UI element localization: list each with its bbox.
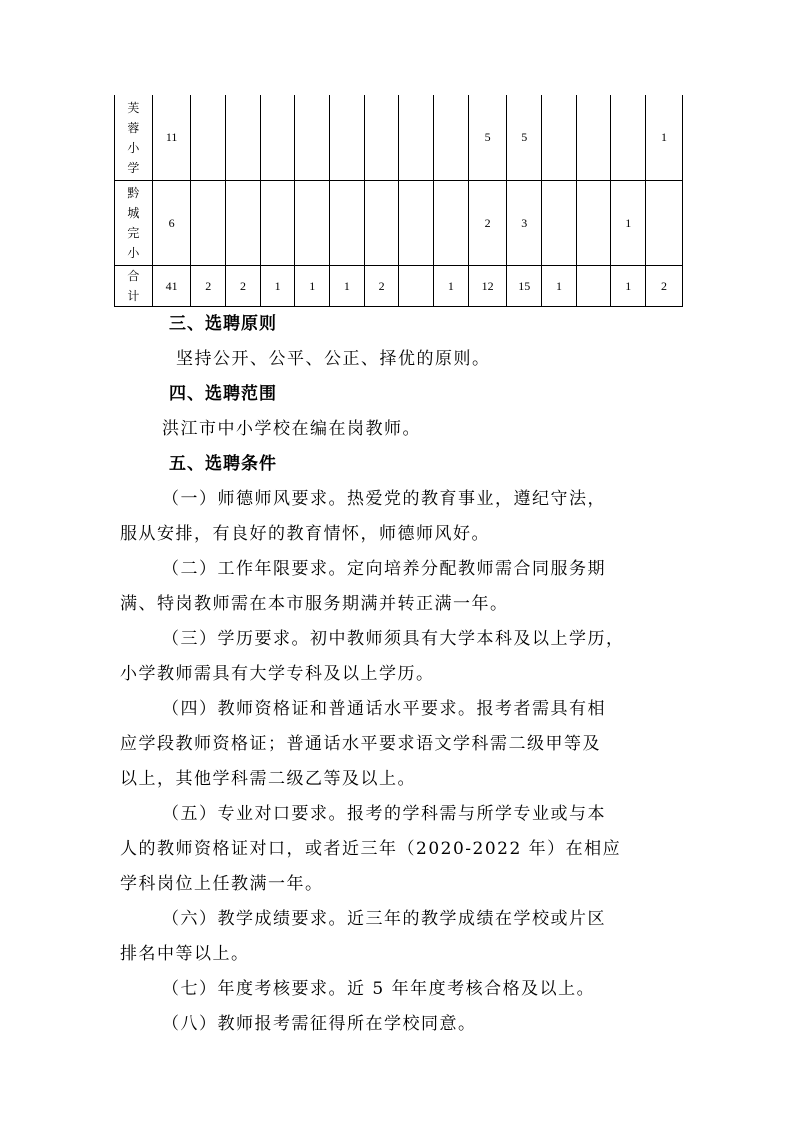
condition-7-line-1: （七）年度考核要求。近 5 年年度考核合格及以上。 xyxy=(162,979,596,999)
quota-cell: 2 xyxy=(646,266,683,307)
quota-cell: 2 xyxy=(226,266,261,307)
quota-cell: 1 xyxy=(260,266,295,307)
quota-cell: 12 xyxy=(468,266,507,307)
quota-cell xyxy=(226,95,261,181)
school-name-char: 完 xyxy=(127,226,140,240)
quota-cell xyxy=(260,95,295,181)
quota-cell xyxy=(434,95,469,181)
quota-cell: 5 xyxy=(468,95,507,181)
quota-cell: 1 xyxy=(434,266,469,307)
quota-cell xyxy=(611,95,646,181)
quota-cell xyxy=(295,181,330,266)
condition-5-line-3: 学科岗位上任教满一年。 xyxy=(120,874,324,894)
quota-cell: 1 xyxy=(295,266,330,307)
quota-cell xyxy=(576,95,611,181)
school-name-char: 城 xyxy=(127,206,140,220)
quota-cell: 3 xyxy=(507,181,542,266)
school-name-char: 蓉 xyxy=(127,120,140,135)
section-body-principles: 坚持公开、公平、公正、择优的原则。 xyxy=(176,349,491,369)
quota-cell xyxy=(191,181,226,266)
quota-cell xyxy=(542,181,577,266)
condition-1-line-2: 服从安排，有良好的教育情怀，师德师风好。 xyxy=(120,524,490,544)
quota-cell: 15 xyxy=(507,266,542,307)
section-heading-scope: 四、选聘范围 xyxy=(169,384,277,404)
quota-cell xyxy=(330,95,365,181)
quota-cell xyxy=(364,181,399,266)
quota-table xyxy=(114,95,683,307)
quota-cell xyxy=(576,181,611,266)
condition-2-line-2: 满、特岗教师需在本市服务期满并转正满一年。 xyxy=(120,594,509,614)
quota-cell: 1 xyxy=(611,266,646,307)
quota-cell xyxy=(399,95,434,181)
condition-1-line-1: （一）师德师风要求。热爱党的教育事业，遵纪守法， xyxy=(162,489,606,509)
section-body-scope: 洪江市中小学校在编在岗教师。 xyxy=(162,419,421,439)
quota-cell xyxy=(542,95,577,181)
quota-cell: 6 xyxy=(152,181,191,266)
quota-cell xyxy=(330,181,365,266)
quota-cell: 11 xyxy=(152,95,191,181)
condition-5-line-2: 人的教师资格证对口，或者近三年（2020-2022 年）在相应 xyxy=(120,839,622,859)
condition-4-line-1: （四）教师资格证和普通话水平要求。报考者需具有相 xyxy=(162,699,606,719)
quota-cell: 2 xyxy=(468,181,507,266)
school-name-char: 计 xyxy=(127,289,140,303)
quota-cell: 2 xyxy=(364,266,399,307)
quota-cell xyxy=(646,181,683,266)
school-name-char: 黔 xyxy=(127,186,140,200)
table-row xyxy=(115,95,683,181)
school-name-char: 小 xyxy=(127,246,140,260)
quota-cell xyxy=(191,95,226,181)
section-heading-conditions: 五、选聘条件 xyxy=(169,454,277,474)
quota-cell: 5 xyxy=(507,95,542,181)
condition-3-line-2: 小学教师需具有大学专科及以上学历。 xyxy=(120,664,435,684)
school-name-char: 小 xyxy=(127,140,140,155)
table-row xyxy=(115,266,683,307)
quota-cell xyxy=(226,181,261,266)
section-heading-principles: 三、选聘原则 xyxy=(169,314,277,334)
quota-cell: 2 xyxy=(191,266,226,307)
quota-cell xyxy=(260,181,295,266)
quota-cell: 1 xyxy=(542,266,577,307)
quota-cell xyxy=(364,95,399,181)
condition-5-line-1: （五）专业对口要求。报考的学科需与所学专业或与本 xyxy=(162,804,606,824)
school-name-cell xyxy=(115,181,153,266)
quota-cell xyxy=(399,181,434,266)
quota-cell xyxy=(434,181,469,266)
condition-6-line-2: 排名中等以上。 xyxy=(120,944,250,964)
school-name-char: 芙 xyxy=(127,100,140,115)
school-name-cell xyxy=(115,266,153,307)
condition-6-line-1: （六）教学成绩要求。近三年的教学成绩在学校或片区 xyxy=(162,909,606,929)
school-name-char: 学 xyxy=(127,160,140,175)
school-name-cell xyxy=(115,95,153,181)
quota-cell xyxy=(399,266,434,307)
condition-4-line-2: 应学段教师资格证；普通话水平要求语文学科需二级甲等及 xyxy=(120,734,601,754)
school-name-char: 合 xyxy=(127,269,140,283)
quota-cell: 1 xyxy=(330,266,365,307)
condition-2-line-1: （二）工作年限要求。定向培养分配教师需合同服务期 xyxy=(162,559,606,579)
condition-8-line-1: （八）教师报考需征得所在学校同意。 xyxy=(162,1014,477,1034)
quota-cell: 1 xyxy=(611,181,646,266)
quota-cell xyxy=(295,95,330,181)
quota-cell xyxy=(576,266,611,307)
quota-cell: 41 xyxy=(152,266,191,307)
condition-4-line-3: 以上，其他学科需二级乙等及以上。 xyxy=(120,769,416,789)
quota-cell: 1 xyxy=(646,95,683,181)
condition-3-line-1: （三）学历要求。初中教师须具有大学本科及以上学历， xyxy=(162,629,625,649)
table-row xyxy=(115,181,683,266)
